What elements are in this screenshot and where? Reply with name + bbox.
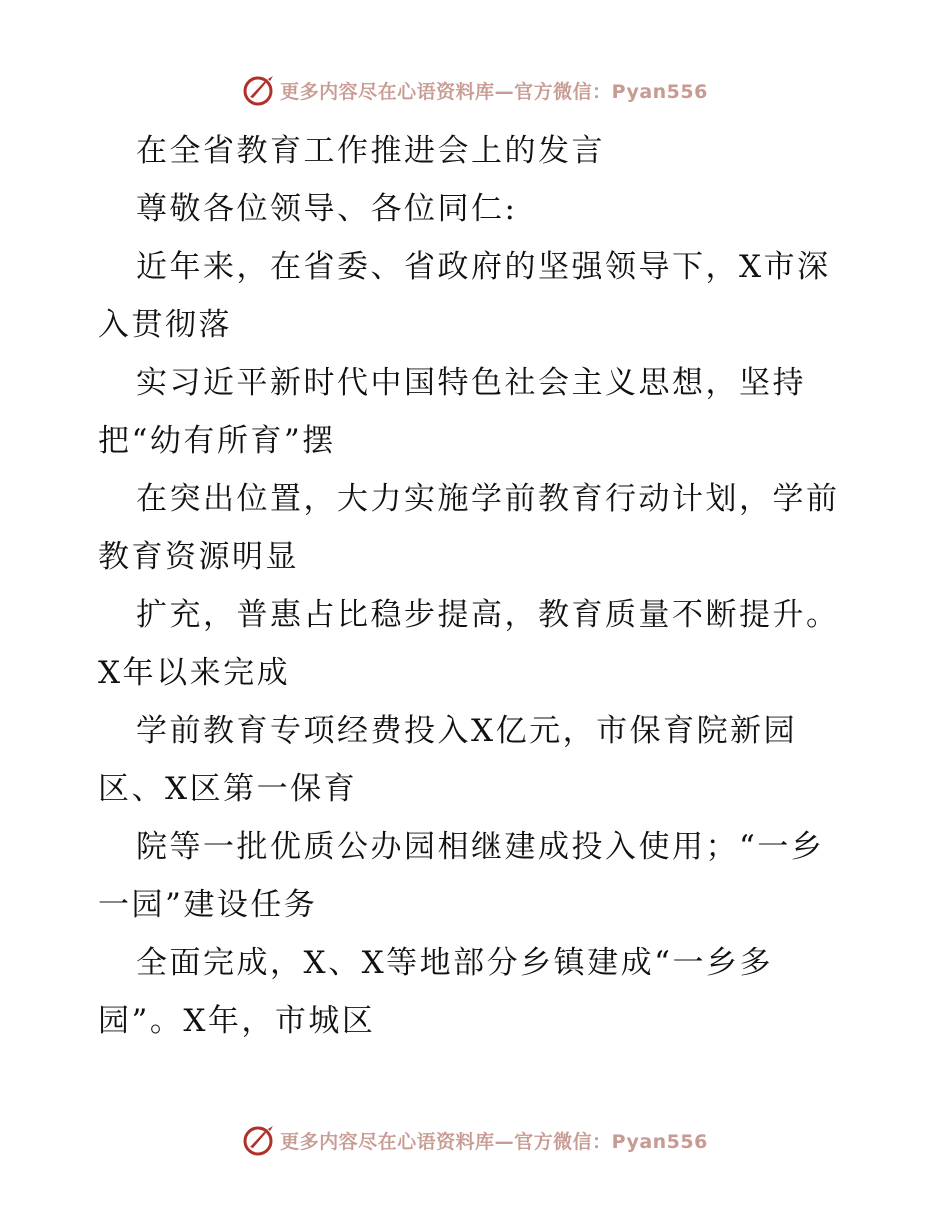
document-text-line: 园”。X年，市城区 [98,1003,376,1039]
document-text-line: 院等一批优质公办园相继建成投入使用；“一乡 [136,829,825,865]
document-text-line: 入贯彻落 [98,307,232,343]
document-text-line: 教育资源明显 [98,539,299,575]
footer-watermark [0,1120,950,1160]
document-text-line: 在突出位置，大力实施学前教育行动计划，学前 [136,481,840,517]
document-title-line: 在全省教育工作推进会上的发言 [136,133,605,169]
document-text-line: 尊敬各位领导、各位同仁: [136,191,518,227]
document-text-line: 近年来，在省委、省政府的坚强领导下，X市深 [136,249,831,285]
document-text-line: X年以来完成 [98,655,291,691]
watermark-text: 更多内容尽在心语资料库—官方微信：Pyan556 [280,80,708,103]
document-text-line: 全面完成，X、X等地部分乡镇建成“一乡多 [136,945,773,981]
watermark-text: 更多内容尽在心语资料库—官方微信：Pyan556 [280,1130,708,1153]
document-text-line: 区、X区第一保育 [98,771,358,807]
document-body [98,122,858,1050]
document-text-line: 学前教育专项经费投入X亿元，市保育院新园 [136,713,798,749]
header-watermark [0,70,950,110]
document-text-line: 把“幼有所育”摆 [98,423,336,459]
wechat-id: Pyan556 [611,1130,708,1153]
document-text-line: 扩充，普惠占比稳步提高，教育质量不断提升。 [136,597,840,633]
red-quill-logo-icon [242,1123,276,1157]
red-quill-logo-icon [242,73,276,107]
wechat-id: Pyan556 [611,80,708,103]
document-text-line: 一园”建设任务 [98,887,318,923]
document-text-line: 实习近平新时代中国特色社会主义思想，坚持 [136,365,806,401]
